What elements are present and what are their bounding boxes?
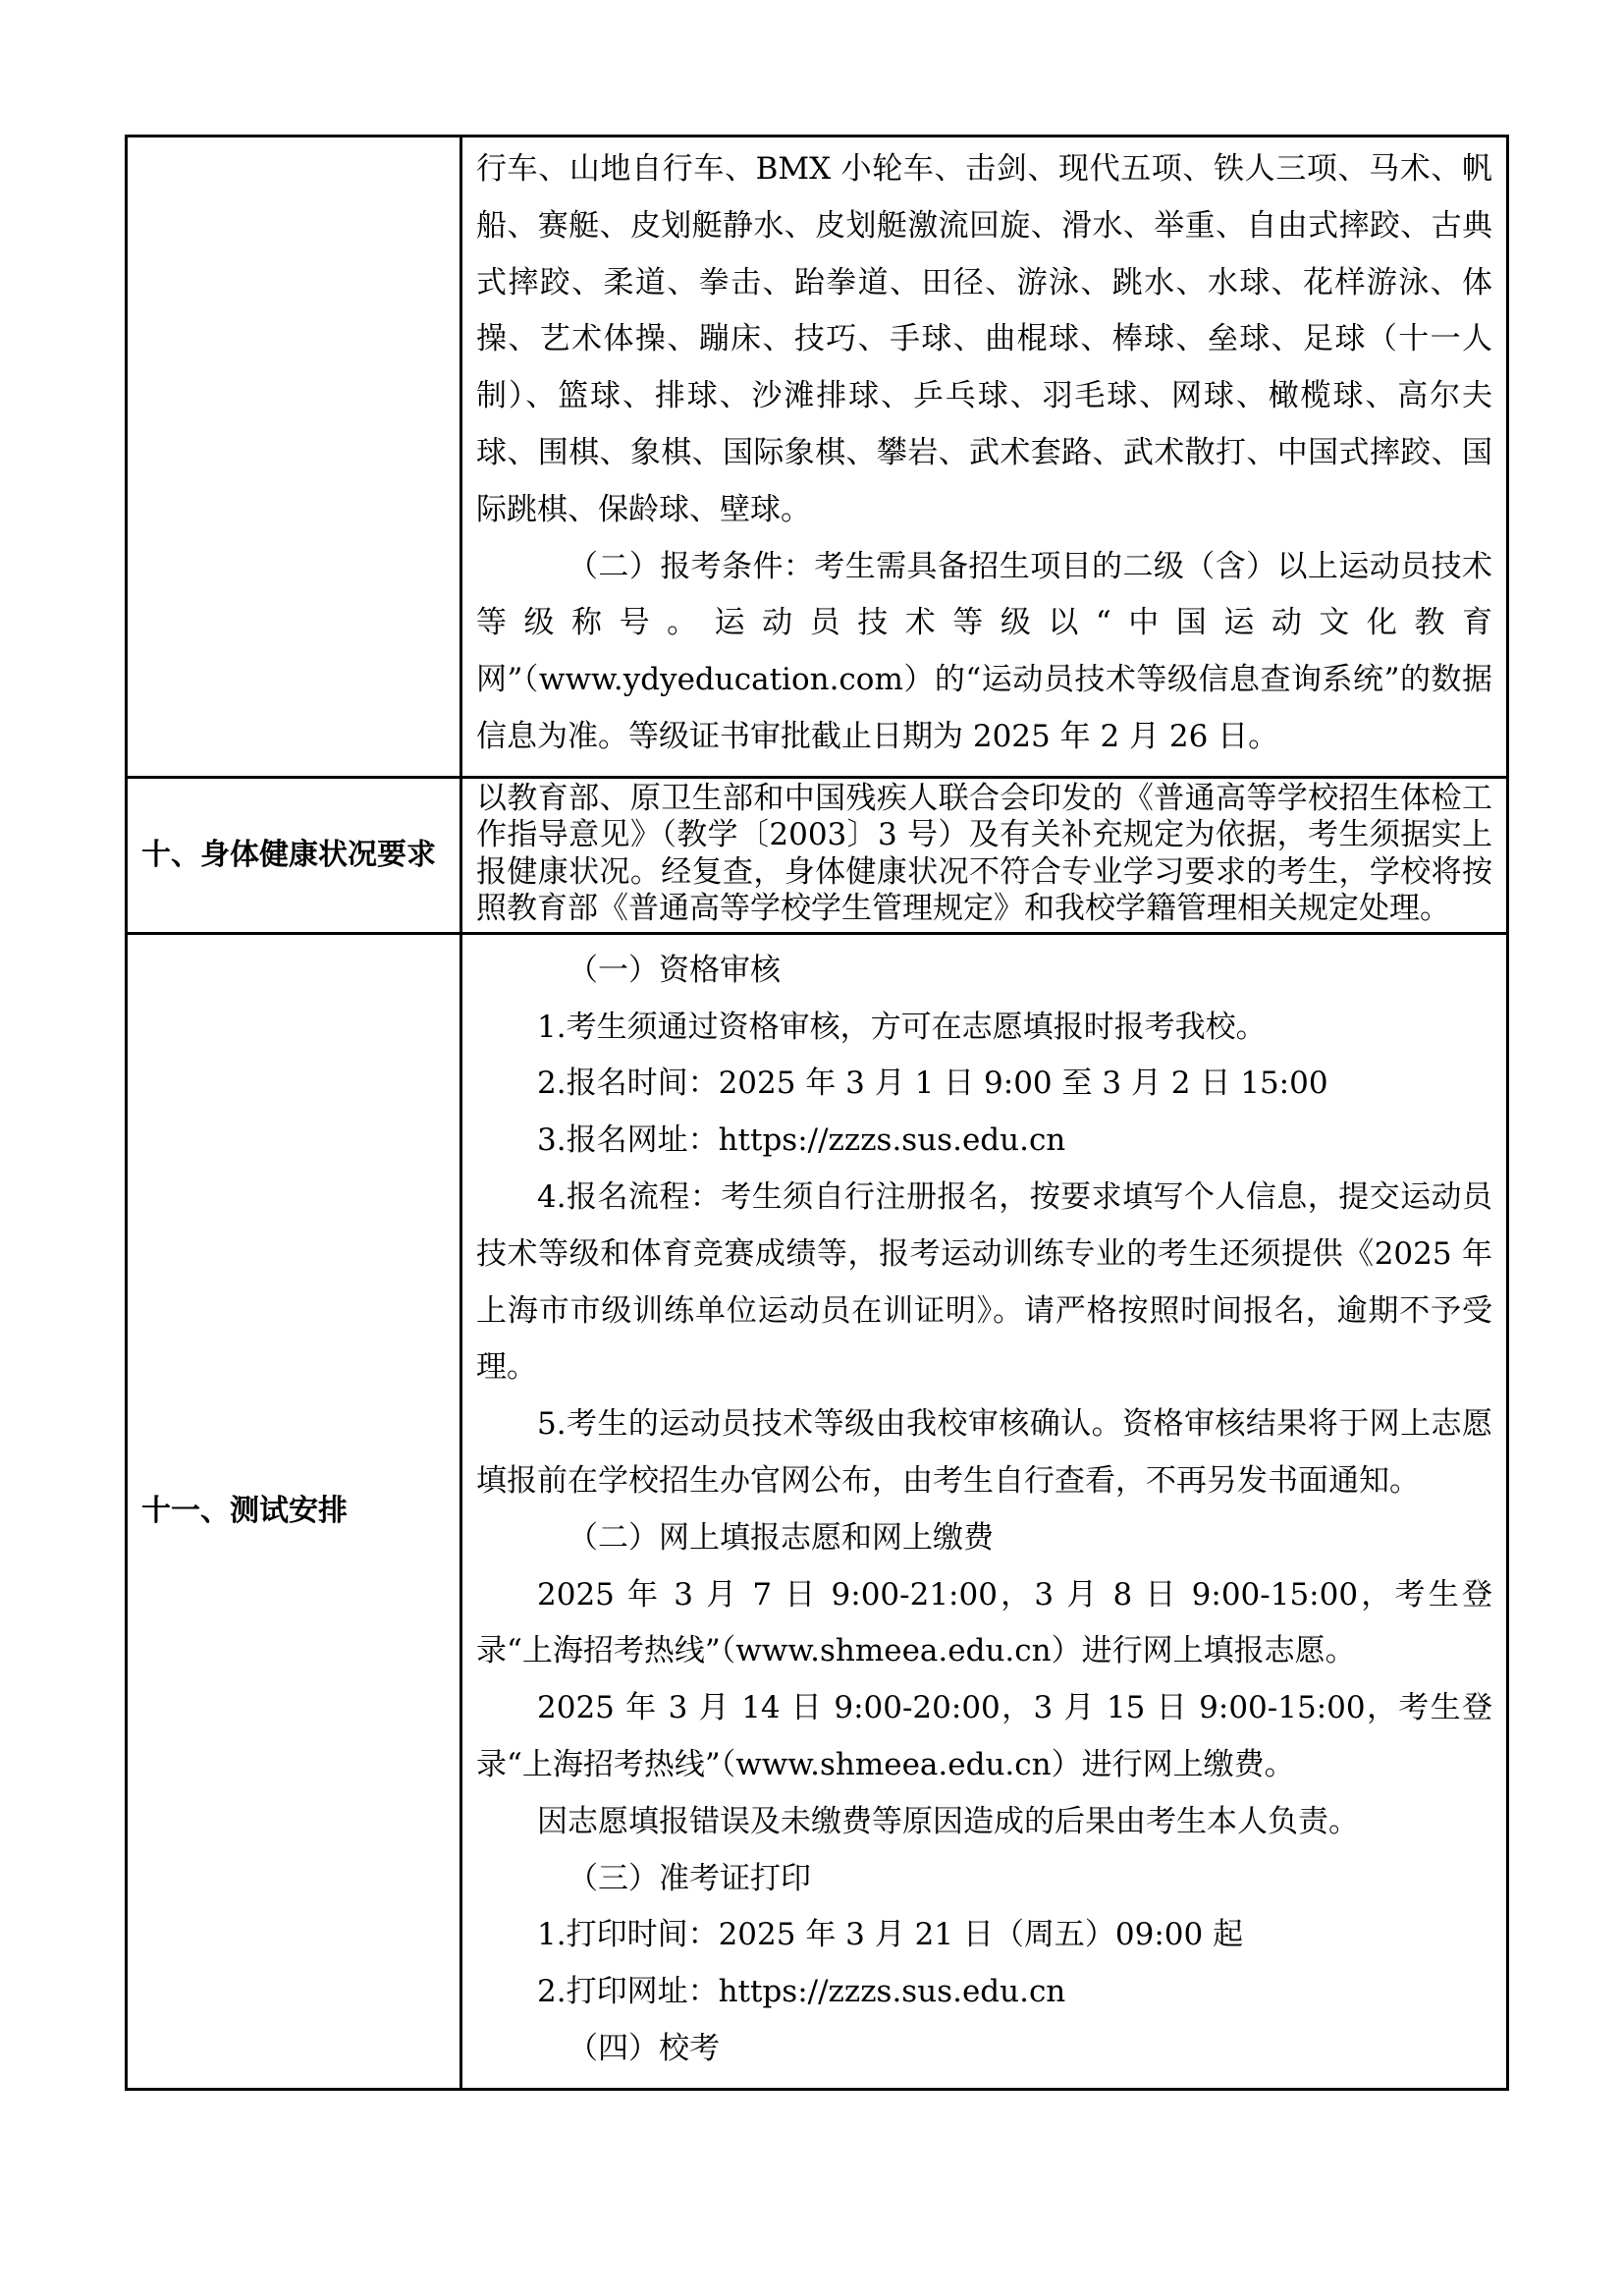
table-row <box>127 137 1508 778</box>
eligibility-paragraph: （二）报考条件：考生需具备招生项目的二级（含）以上运动员技术等级称号。运动员技术等级以“中国运动文化教育网”（www.ydyeducation.com）的“运动员技术等级信息查询系统”的数据信息为准。等级证书审批截止日期为 2025 年 2 月 26 日。 <box>476 548 1492 754</box>
sports-list-paragraph: 行车、山地自行车、BMX 小轮车、击剑、现代五项、铁人三项、马术、帆船、赛艇、皮划艇静水、皮划艇激流回旋、滑水、举重、自由式摔跤、古典式摔跤、柔道、拳击、跆拳道、田径、游泳、跳水、水球、花样游泳、体操、艺术体操、蹦床、技巧、手球、曲棍球、棒球、垒球、足球（十一人制）、篮球、排球、沙滩排球、乒乓球、羽毛球、网球、橄榄球、高尔夫球、围棋、象棋、国际象棋、攀岩、武术套路、武术散打、中国式摔跤、国际跳棋、保龄球、壁球。 <box>476 151 1492 527</box>
health-requirement-text: 以教育部、原卫生部和中国残疾人联合会印发的《普通高等学校招生体检工作指导意见》（教学〔2003〕3 号）及有关补充规定为依据，考生须据实上报健康状况。经复查，身体健康状况不符合专业学习要求的考生，学校将按照教育部《普通高等学校学生管理规定》和我校学籍管理相关规定处理。 <box>476 780 1492 927</box>
admission-table <box>125 135 1509 2091</box>
notice-paragraph: 因志愿填报错误及未缴费等原因造成的后果由考生本人负责。 <box>537 1803 1359 1839</box>
list-item: 4.报名流程：考生须自行注册报名，按要求填写个人信息，提交运动员技术等级和体育竞赛成绩等，报考运动训练专业的考生还须提供《2025 年上海市市级训练单位运动员在训证明》。请严格按照时间报名，逾期不予受理。 <box>476 1178 1492 1386</box>
row-content-cell <box>461 933 1508 2089</box>
list-item: 5.考生的运动员技术等级由我校审核确认。资格审核结果将于网上志愿填报前在学校招生办官网公布，由考生自行查看，不再另发书面通知。 <box>476 1406 1492 1499</box>
row-label-cell <box>127 933 461 2089</box>
list-item: 2.打印网址：https://zzzs.sus.edu.cn <box>537 1974 1066 2010</box>
table-row <box>127 933 1508 2089</box>
list-item: 1.打印时间：2025 年 3 月 21 日（周五）09:00 起 <box>537 1917 1244 1953</box>
schedule-paragraph: 2025 年 3 月 14 日 9:00-20:00，3 月 15 日 9:00-15:00，考生登录“上海招考热线”（www.shmeea.edu.cn）进行网上缴费。 <box>476 1690 1492 1782</box>
row-label-cell <box>127 777 461 933</box>
row-content-cell <box>461 137 1508 778</box>
section-heading: （一）资格审核 <box>568 952 781 988</box>
row-content-cell <box>461 777 1508 933</box>
list-item: 1.考生须通过资格审核，方可在志愿填报时报考我校。 <box>537 1009 1267 1045</box>
row-label-health: 十、身体健康状况要求 <box>141 838 436 873</box>
schedule-paragraph: 2025 年 3 月 7 日 9:00-21:00，3 月 8 日 9:00-15:00，考生登录“上海招考热线”（www.shmeea.edu.cn）进行网上填报志愿。 <box>476 1576 1492 1669</box>
row-label-test: 十一、测试安排 <box>141 1494 348 1529</box>
section-heading: （二）网上填报志愿和网上缴费 <box>568 1519 994 1556</box>
section-heading: （三）准考证打印 <box>568 1860 811 1896</box>
table-row <box>127 777 1508 933</box>
list-item: 3.报名网址：https://zzzs.sus.edu.cn <box>537 1122 1066 1159</box>
list-item: 2.报名时间：2025 年 3 月 1 日 9:00 至 3 月 2 日 15:00 <box>537 1066 1328 1102</box>
section-heading: （四）校考 <box>568 2030 720 2066</box>
row-label-cell <box>127 137 461 778</box>
